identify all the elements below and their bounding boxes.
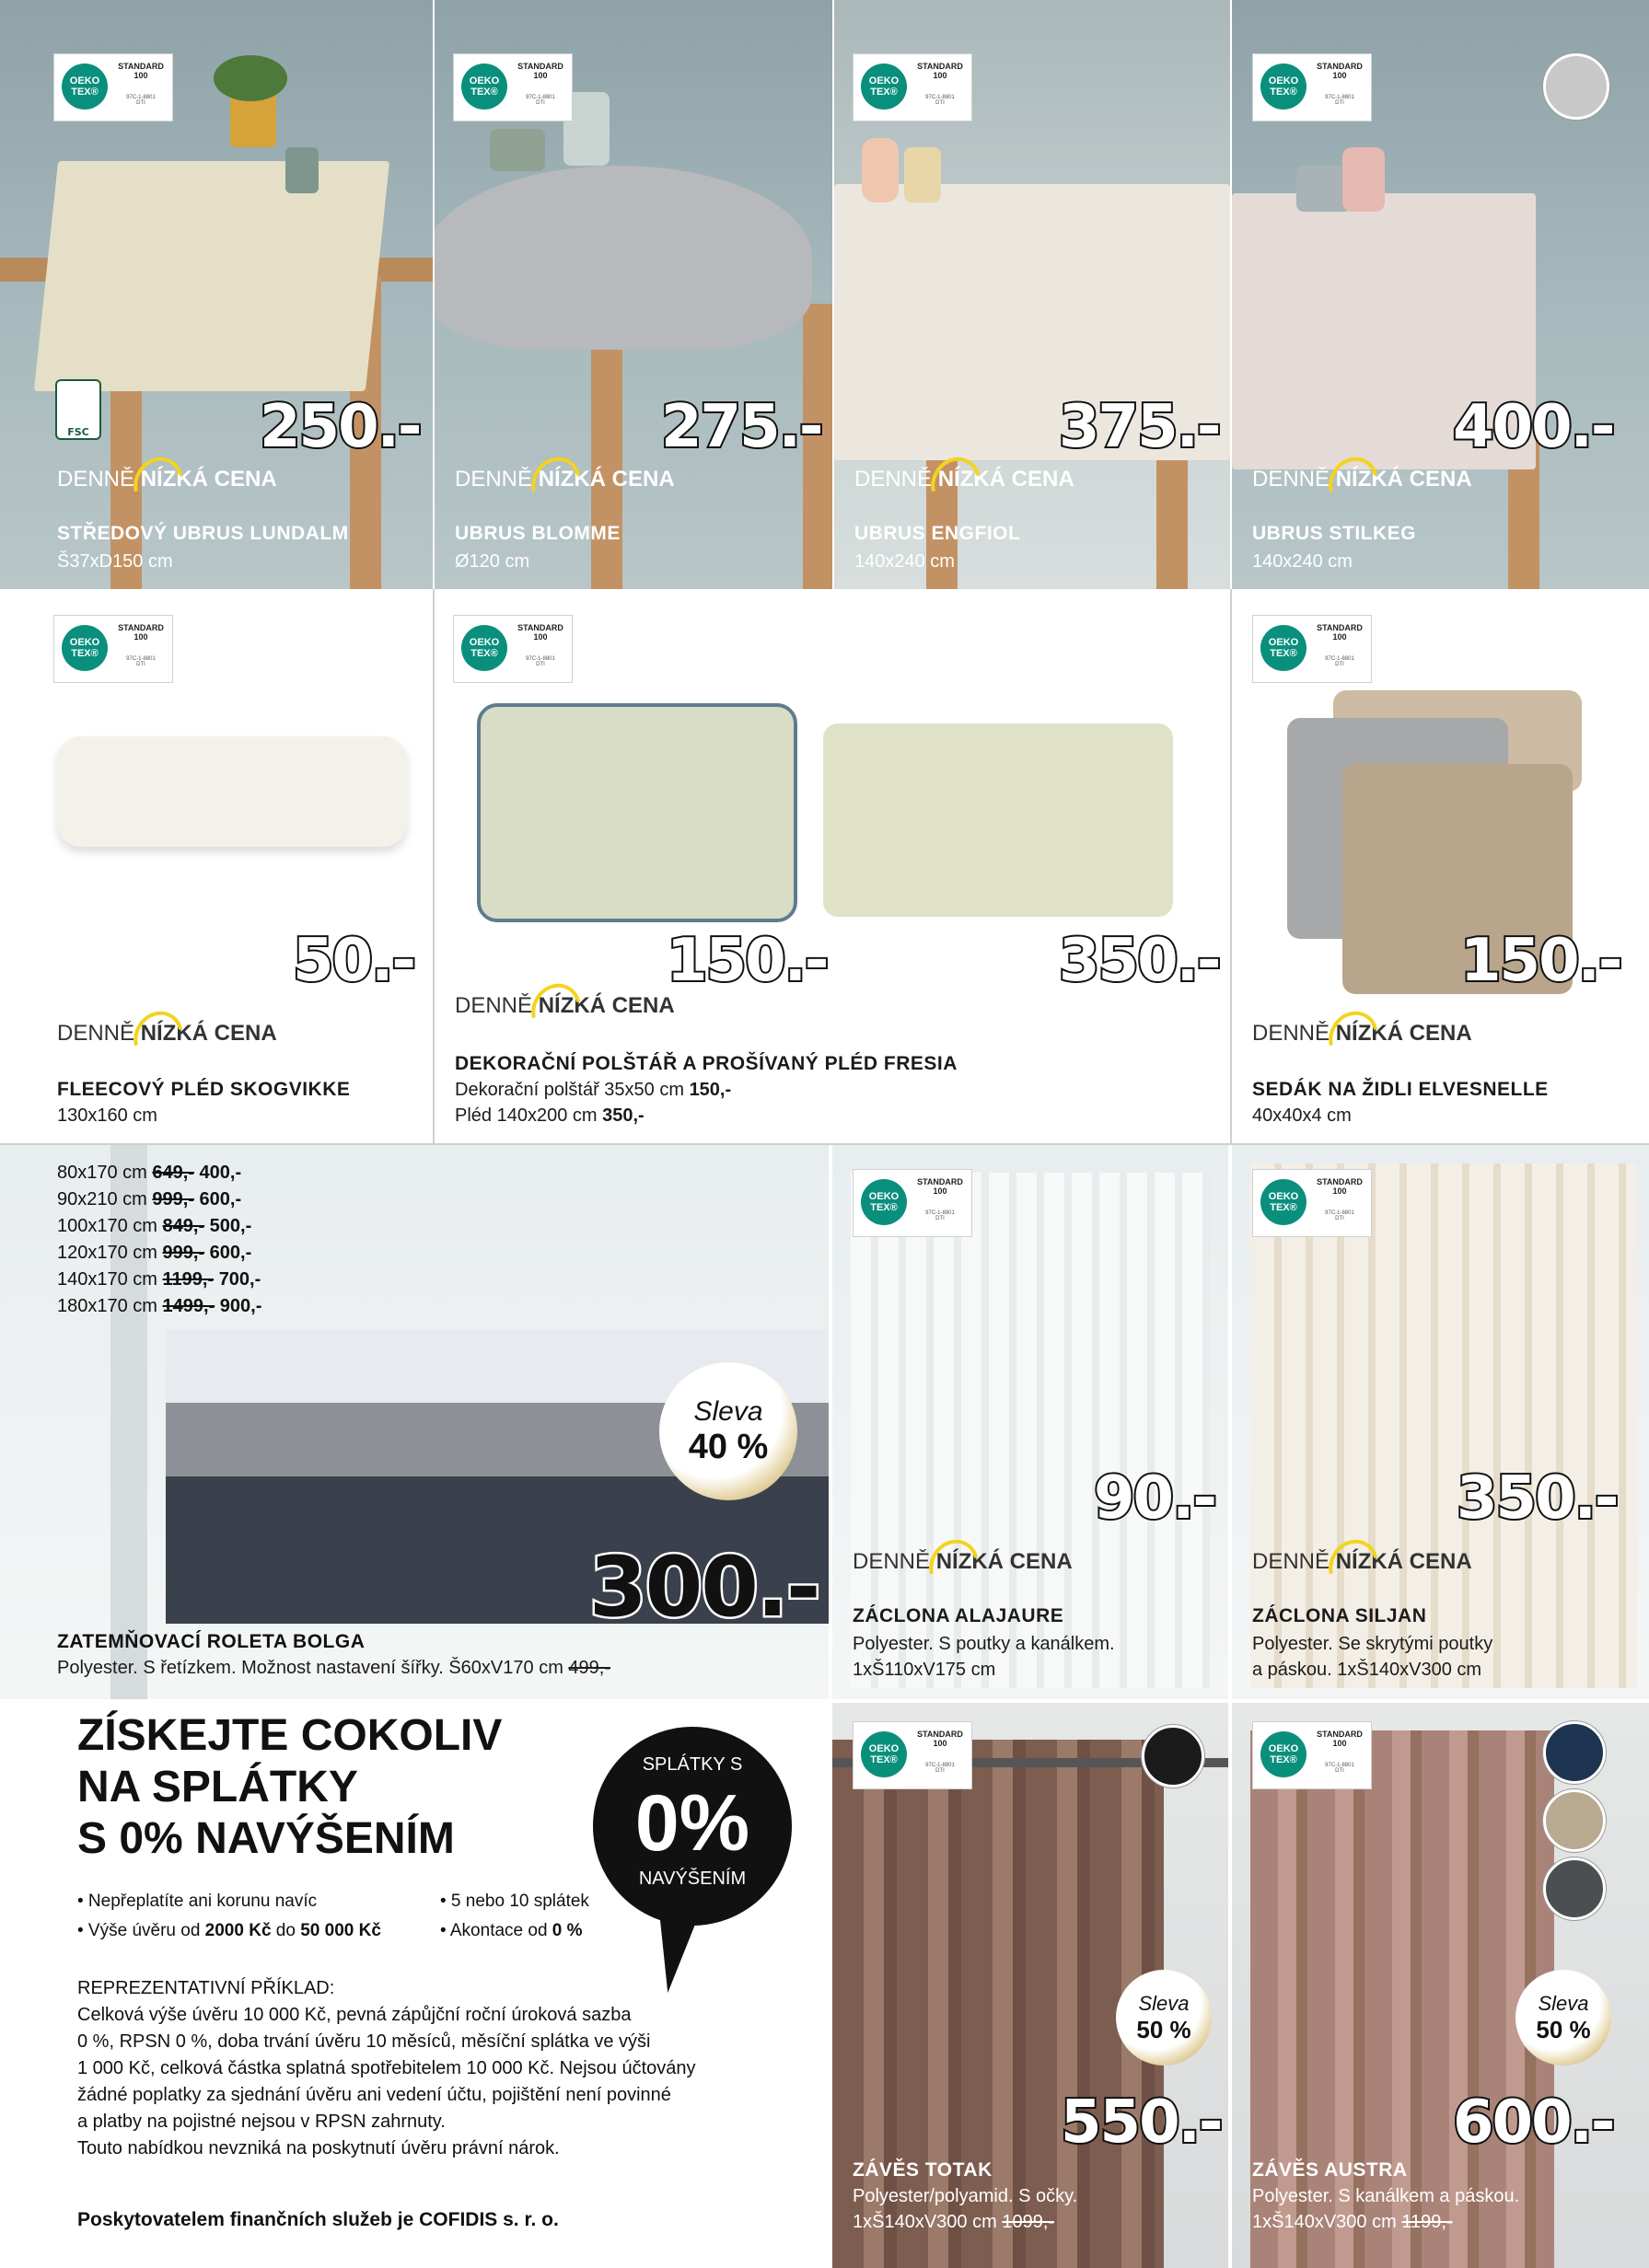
discount-badge: Sleva 50 % [1515, 1970, 1611, 2066]
oeko-tex-logo: OEKO TEX® [62, 64, 108, 110]
price: 50.- [293, 927, 414, 995]
product-desc: Polyester. Se skrytými poutky [1252, 1634, 1493, 1654]
price: 150.- [667, 927, 828, 995]
product-name[interactable]: ZÁCLONA SILJAN [1252, 1605, 1427, 1626]
oeko-tex-label: OEKO TEX® STANDARD 100 97C-1-8801 DTI [453, 615, 573, 683]
installments-bubble: SPLÁTKY S 0% NAVÝŠENÍM [593, 1727, 792, 1926]
low-price-label: DENNĚ NÍZKÁ CENA [854, 468, 1074, 492]
product-desc: Ø120 cm [455, 551, 530, 572]
product-desc: a páskou. 1xŠ140xV300 cm [1252, 1660, 1482, 1680]
roleta-price-table [57, 1160, 261, 1320]
price-row: 80x170 cm 649,- 400,- [57, 1163, 242, 1183]
color-swatch-grey[interactable] [1543, 1857, 1606, 1920]
product-desc: Polyester. S poutky a kanálkem. [853, 1634, 1115, 1654]
product-desc: Polyester/polyamid. S očky. [853, 2186, 1078, 2206]
low-price-label: DENNĚ NÍZKÁ CENA [57, 468, 277, 492]
product-desc: 140x240 cm [1252, 551, 1353, 572]
fsc-logo: FSC [55, 379, 101, 440]
product-name[interactable]: STŘEDOVÝ UBRUS LUNDALM [57, 523, 349, 544]
oeko-tex-label: OEKO TEX® STANDARD 100 97C-1-8801 DTI [453, 53, 573, 122]
oeko-tex-logo: OEKO TEX® [1260, 1179, 1306, 1225]
low-price-label: DENNĚ NÍZKÁ CENA [57, 1022, 277, 1046]
product-desc: Polyester. S řetízkem. Možnost nastavení šířky. Š60xV170 cm 499,- [57, 1658, 611, 1678]
color-swatch-black[interactable] [1142, 1725, 1204, 1788]
product-desc: Polyester. S kanálkem a páskou. [1252, 2186, 1520, 2206]
oeko-tex-logo: OEKO TEX® [1260, 625, 1306, 671]
oeko-tex-logo: OEKO TEX® [1260, 64, 1306, 110]
low-price-label: DENNĚ NÍZKÁ CENA [1252, 1022, 1472, 1046]
oeko-tex-label: OEKO TEX® STANDARD 100 97C-1-8801 DTI [1252, 615, 1372, 683]
oeko-tex-logo: OEKO TEX® [861, 1179, 907, 1225]
price: 550.- [1061, 2089, 1222, 2157]
low-price-label: DENNĚ NÍZKÁ CENA [455, 468, 675, 492]
promo-bullets-right: • 5 nebo 10 splátek • Akontace od 0 % [440, 1892, 589, 1940]
price-row: 140x170 cm 1199,- 700,- [57, 1269, 261, 1290]
runner-image [34, 161, 389, 391]
oeko-tex-logo: OEKO TEX® [861, 64, 907, 110]
product-name[interactable]: UBRUS ENGFIOL [854, 523, 1021, 544]
product-desc: Dekorační polštář 35x50 cm 150,- [455, 1080, 732, 1100]
provider-note: Poskytovatelem finančních služeb je COFIDIS s. r. o. [77, 2209, 559, 2230]
oeko-tex-label: OEKO TEX® STANDARD 100 97C-1-8801 DTI [853, 1721, 972, 1789]
oeko-tex-label: OEKO TEX® STANDARD 100 97C-1-8801 DTI [1252, 1169, 1372, 1237]
low-price-label: DENNĚ NÍZKÁ CENA [1252, 1550, 1472, 1574]
product-name[interactable]: ZÁVĚS TOTAK [853, 2159, 993, 2181]
oeko-tex-logo: OEKO TEX® [1260, 1731, 1306, 1777]
price: 275.- [661, 393, 822, 461]
price: 600.- [1453, 2089, 1614, 2157]
oeko-tex-label: OEKO TEX® STANDARD 100 97C-1-8801 DTI [53, 53, 173, 122]
product-name[interactable]: SEDÁK NA ŽIDLI ELVESNELLE [1252, 1079, 1549, 1100]
product-name[interactable]: ZÁCLONA ALAJAURE [853, 1605, 1064, 1626]
color-swatch-beige[interactable] [1543, 1789, 1606, 1852]
product-name[interactable]: UBRUS STILKEG [1252, 523, 1417, 544]
product-desc: 1xŠ140xV300 cm 1199,- [1252, 2212, 1453, 2232]
product-name[interactable]: DEKORAČNÍ POLŠTÁŘ A PROŠÍVANÝ PLÉD FRESIA [455, 1053, 958, 1074]
product-desc: 1xŠ140xV300 cm 1099,- [853, 2212, 1055, 2232]
product-desc: Š37xD150 cm [57, 551, 173, 572]
price: 300.- [589, 1539, 819, 1636]
low-price-label: DENNĚ NÍZKÁ CENA [853, 1550, 1073, 1574]
oeko-tex-label: OEKO TEX® STANDARD 100 97C-1-8801 DTI [853, 1169, 972, 1237]
blanket-image [57, 736, 407, 847]
oeko-tex-logo: OEKO TEX® [461, 64, 507, 110]
oeko-tex-label: OEKO TEX® STANDARD 100 97C-1-8801 DTI [1252, 53, 1372, 122]
price: 350.- [1457, 1464, 1618, 1533]
price-row: 100x170 cm 849,- 500,- [57, 1216, 252, 1236]
oeko-tex-logo: OEKO TEX® [461, 625, 507, 671]
color-swatch-navy[interactable] [1543, 1721, 1606, 1784]
promo-title: ZÍSKEJTE COKOLIV NA SPLÁTKY S 0% NAVÝŠENÍM [77, 1711, 503, 1863]
product-name[interactable]: ZÁVĚS AUSTRA [1252, 2159, 1408, 2181]
price: 90.- [1094, 1464, 1215, 1533]
oeko-tex-logo: OEKO TEX® [62, 625, 108, 671]
pillow-image [477, 703, 797, 922]
price-row: 120x170 cm 999,- 600,- [57, 1243, 252, 1263]
price: 400.- [1453, 393, 1614, 461]
product-desc: 40x40x4 cm [1252, 1105, 1352, 1126]
price: 250.- [260, 393, 421, 461]
tablecloth-image [435, 166, 812, 350]
low-price-label: DENNĚ NÍZKÁ CENA [1252, 468, 1472, 492]
product-name[interactable]: FLEECOVÝ PLÉD SKOGVIKKE [57, 1079, 351, 1100]
quilt-image [823, 723, 1173, 917]
product-desc: 130x160 cm [57, 1105, 157, 1126]
low-price-label: DENNĚ NÍZKÁ CENA [455, 994, 675, 1018]
discount-badge: Sleva 50 % [1116, 1970, 1212, 2066]
oeko-tex-label: OEKO TEX® STANDARD 100 97C-1-8801 DTI [53, 615, 173, 683]
oeko-tex-label: OEKO TEX® STANDARD 100 97C-1-8801 DTI [1252, 1721, 1372, 1789]
price-row: 180x170 cm 1499,- 900,- [57, 1296, 262, 1316]
product-name[interactable]: ZATEMŇOVACÍ ROLETA BOLGA [57, 1631, 366, 1652]
price-row: 90x210 cm 999,- 600,- [57, 1189, 242, 1209]
color-swatch-light[interactable] [1543, 53, 1609, 120]
price: 150.- [1460, 927, 1621, 995]
price: 350.- [1059, 927, 1220, 995]
product-desc: 1xŠ110xV175 cm [853, 1660, 996, 1680]
product-desc: Pléd 140x200 cm 350,- [455, 1105, 645, 1126]
discount-badge: Sleva 40 % [659, 1362, 797, 1500]
product-name[interactable]: UBRUS BLOMME [455, 523, 621, 544]
oeko-tex-label: OEKO TEX® STANDARD 100 97C-1-8801 DTI [853, 53, 972, 122]
product-desc: 140x240 cm [854, 551, 955, 572]
promo-bullets-left: • Nepřeplatíte ani korunu navíc • Výše úvěru od 2000 Kč do 50 000 Kč [77, 1892, 381, 1940]
price: 375.- [1059, 393, 1220, 461]
representative-example: REPREZENTATIVNÍ PŘÍKLAD: Celková výše úvěru 10 000 Kč, pevná zápůjční roční úroková sazba 0 %, RPSN 0 %, doba trvání úvěru 10 měsíců, měsíční splátka ve výši 1 000 Kč, celková částka splatná spotřebitelem 10 000 Kč. Nejsou účtovány žádné poplatky za sjednání úvěru ani vedení účtu, pojištění není povinné a platby na pojistné nejsou v RPSN zahrnuty. Touto nabídkou nevzniká na poskytnutí úvěru právní nárok. [77, 1978, 696, 2158]
oeko-tex-logo: OEKO TEX® [861, 1731, 907, 1777]
